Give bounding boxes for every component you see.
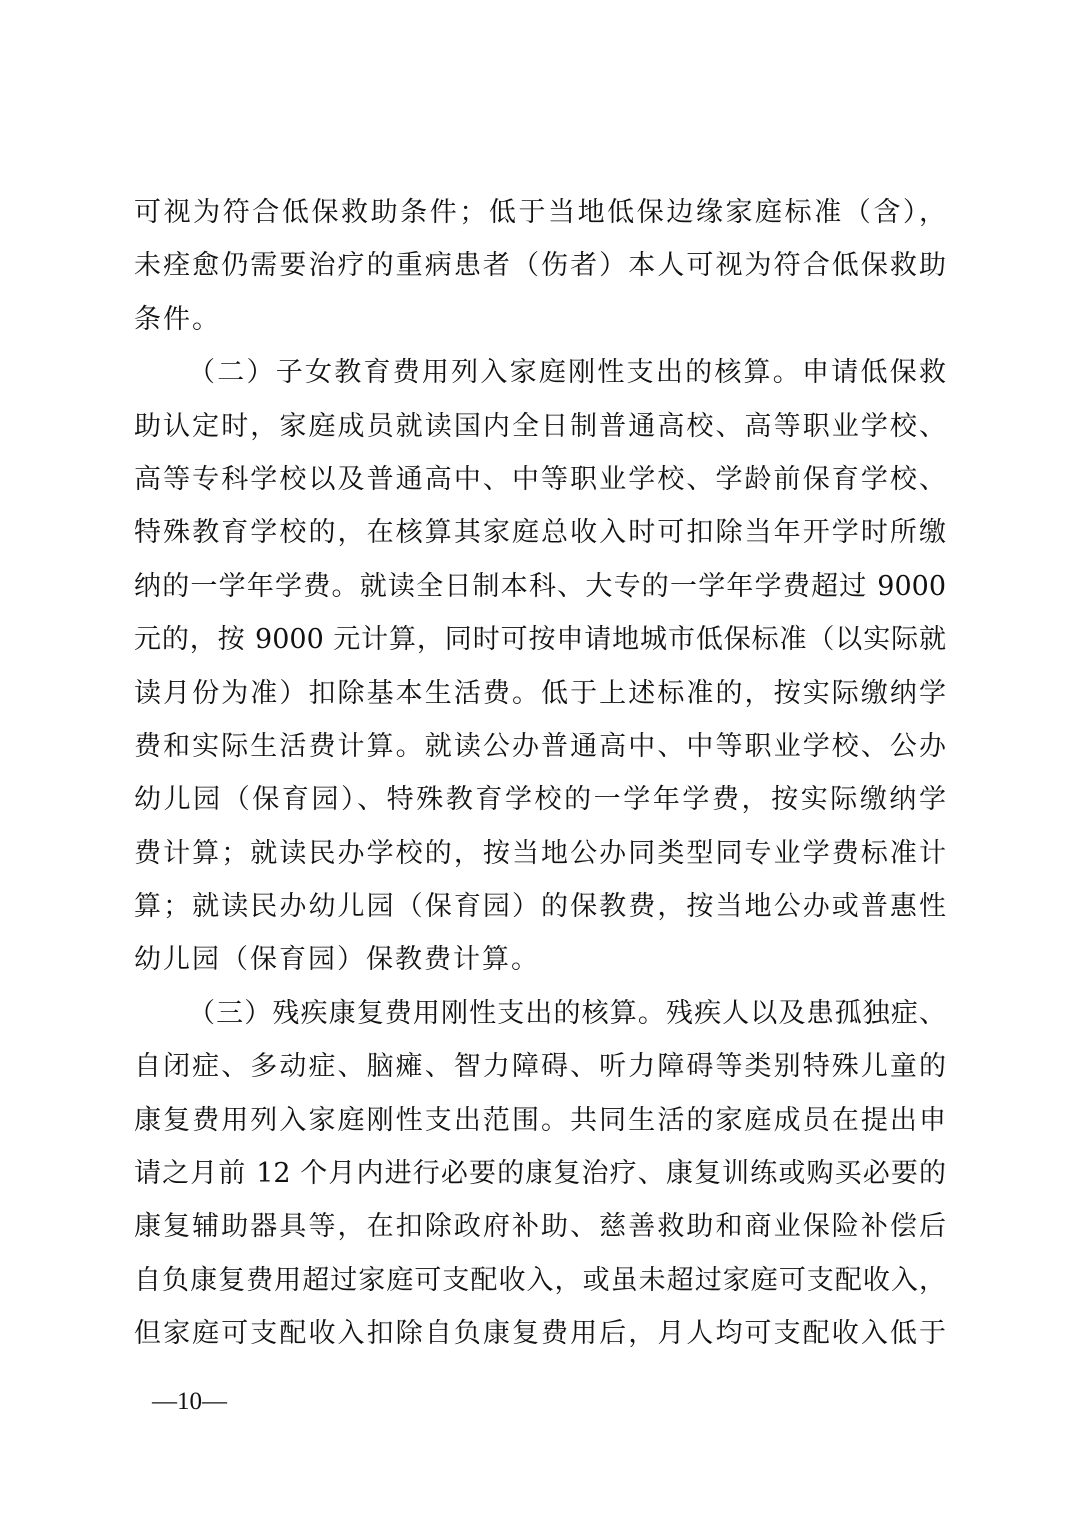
text-line: 算；就读民办幼儿园（保育园）的保教费，按当地公办或普惠性 [134, 891, 946, 923]
text-line: 费计算；就读民办学校的，按当地公办同类型同专业学费标准计 [134, 837, 946, 869]
text-line: 幼儿园（保育园）保教费计算。 [134, 944, 540, 976]
text-line: 助认定时，家庭成员就读国内全日制普通高校、高等职业学校、 [134, 410, 946, 442]
text-line: 费和实际生活费计算。就读公办普通高中、中等职业学校、公办 [134, 730, 946, 762]
text-line: 元的，按 9000 元计算，同时可按申请地城市低保标准（以实际就 [134, 624, 946, 656]
text-line: 可视为符合低保救助条件；低于当地低保边缘家庭标准（含）， [134, 197, 946, 228]
text-line: 未痊愈仍需要治疗的重病患者（伤者）本人可视为符合低保救助 [134, 250, 946, 282]
text-line: 读月份为准）扣除基本生活费。低于上述标准的，按实际缴纳学 [134, 677, 946, 709]
text-line: 康复辅助器具等，在扣除政府补助、慈善救助和商业保险补偿后 [134, 1211, 946, 1243]
section-heading-line: （三）残疾康复费用刚性支出的核算。残疾人以及患孤独症、 [188, 997, 946, 1029]
text-line: 康复费用列入家庭刚性支出范围。共同生活的家庭成员在提出申 [134, 1104, 946, 1136]
body-text [134, 186, 946, 1361]
section-heading-line: （二）子女教育费用列入家庭刚性支出的核算。申请低保救 [188, 357, 946, 389]
text-line: 纳的一学年学费。就读全日制本科、大专的一学年学费超过 9000 [134, 570, 946, 602]
text-line: 但家庭可支配收入扣除自负康复费用后，月人均可支配收入低于 [134, 1318, 946, 1350]
text-line: 幼儿园（保育园）、特殊教育学校的一学年学费，按实际缴纳学 [134, 784, 946, 816]
text-line: 特殊教育学校的，在核算其家庭总收入时可扣除当年开学时所缴 [134, 517, 946, 549]
page-number: —10— [152, 1388, 227, 1415]
text-line: 自负康复费用超过家庭可支配收入，或虽未超过家庭可支配收入， [134, 1264, 946, 1296]
text-line: 高等专科学校以及普通高中、中等职业学校、学龄前保育学校、 [134, 463, 946, 495]
text-line: 条件。 [134, 303, 221, 335]
text-line: 自闭症、多动症、脑瘫、智力障碍、听力障碍等类别特殊儿童的 [134, 1051, 946, 1083]
text-line: 请之月前 12 个月内进行必要的康复治疗、康复训练或购买必要的 [134, 1158, 946, 1190]
